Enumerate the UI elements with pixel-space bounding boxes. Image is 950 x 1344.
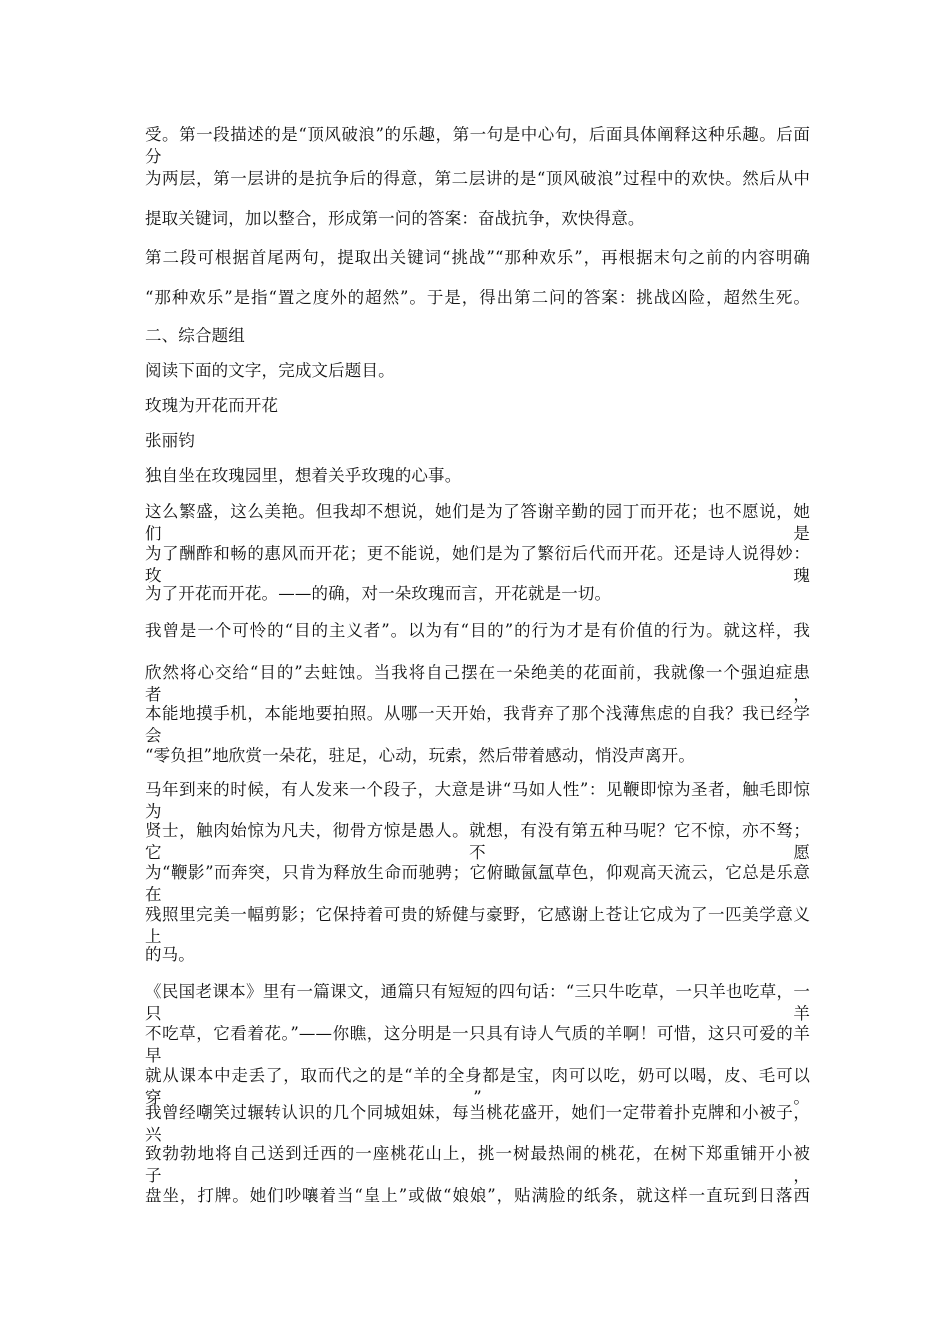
text-line: 为两层，第一层讲的是抗争后的得意，第二层讲的是“顶风破浪”过程中的欢快。然后从中 bbox=[145, 169, 810, 188]
text-line: “那种欢乐”是指“置之度外的超然”。于是，得出第二问的答案：挑战凶险，超然生死。 bbox=[145, 288, 810, 307]
text-line: 为“鞭影”而奔突，只肯为释放生命而驰骋；它俯瞰氤氲草色，仰观高天流云，它总是乐意在 bbox=[145, 863, 810, 904]
text-line: 不吃草，它看着花。”——你瞧，这分明是一只具有诗人气质的羊啊！可惜，这只可爱的羊早 bbox=[145, 1024, 810, 1065]
text-line: 贤士，触肉始惊为凡夫，彻骨方惊是愚人。就想，有没有第五种马呢？它不惊，亦不驽；它不愿 bbox=[145, 821, 810, 862]
text-line: 致勃勃地将自己送到迁西的一座桃花山上，挑一树最热闹的桃花，在树下郑重铺开小被子， bbox=[145, 1144, 810, 1185]
text-line: 受。第一段描述的是“顶风破浪”的乐趣，第一句是中心句，后面具体阐释这种乐趣。后面分 bbox=[145, 125, 810, 166]
text-line: 为了开花而开花。——的确，对一朵玫瑰而言，开花就是一切。 bbox=[145, 584, 612, 603]
text-line: 独自坐在玫瑰园里，想着关乎玫瑰的心事。 bbox=[145, 466, 462, 485]
text-line: 《民国老课本》里有一篇课文，通篇只有短短的四句话：“三只牛吃草，一只羊也吃草，一只羊 bbox=[145, 982, 810, 1023]
text-line: 马年到来的时候，有人发来一个段子，大意是讲“马如人性”：见鞭即惊为圣者，触毛即惊为 bbox=[145, 780, 810, 821]
text-line: 盘坐，打牌。她们吵嚷着当“皇上”或做“娘娘”，贴满脸的纸条，就这样一直玩到日落西 bbox=[145, 1186, 810, 1205]
text-line: 我曾是一个可怜的“目的主义者”。以为有“目的”的行为才是有价值的行为。就这样，我 bbox=[145, 621, 810, 640]
article-title: 玫瑰为开花而开花 bbox=[145, 396, 279, 415]
article-author: 张丽钧 bbox=[145, 431, 195, 450]
text-line: 提取关键词，加以整合，形成第一问的答案：奋战抗争，欢快得意。 bbox=[145, 209, 645, 228]
text-line: 第二段可根据首尾两句，提取出关键词“挑战”“那种欢乐”，再根据末句之前的内容明确 bbox=[145, 248, 810, 267]
section-heading: 二、综合题组 bbox=[145, 326, 245, 345]
text-line: 为了酬酢和畅的惠风而开花；更不能说，她们是为了繁衍后代而开花。还是诗人说得妙：玫瑰 bbox=[145, 544, 810, 585]
text-line: 的马。 bbox=[145, 945, 195, 964]
instruction-text: 阅读下面的文字，完成文后题目。 bbox=[145, 361, 395, 380]
text-line: “零负担”地欣赏一朵花，驻足，心动，玩索，然后带着感动，悄没声离开。 bbox=[145, 746, 695, 765]
text-line: 这么繁盛，这么美艳。但我却不想说，她们是为了答谢辛勤的园丁而开花；也不愿说，她们是 bbox=[145, 502, 810, 543]
text-line: 本能地摸手机，本能地要拍照。从哪一天开始，我背弃了那个浅薄焦虑的自我？我已经学会 bbox=[145, 704, 810, 745]
text-line: 残照里完美一幅剪影；它保持着可贵的矫健与豪野，它感谢上苍让它成为了一匹美学意义上 bbox=[145, 905, 810, 946]
text-line: 就从课本中走丢了，取而代之的是“羊的全身都是宝，肉可以吃，奶可以喝，皮、毛可以穿”。 bbox=[145, 1066, 810, 1107]
text-line: 我曾经嘲笑过辗转认识的几个同城姐妹，每当桃花盛开，她们一定带着扑克牌和小被子，兴 bbox=[145, 1103, 810, 1144]
text-line: 欣然将心交给“目的”去蛀蚀。当我将自己摆在一朵绝美的花面前，我就像一个强迫症患者， bbox=[145, 663, 810, 704]
